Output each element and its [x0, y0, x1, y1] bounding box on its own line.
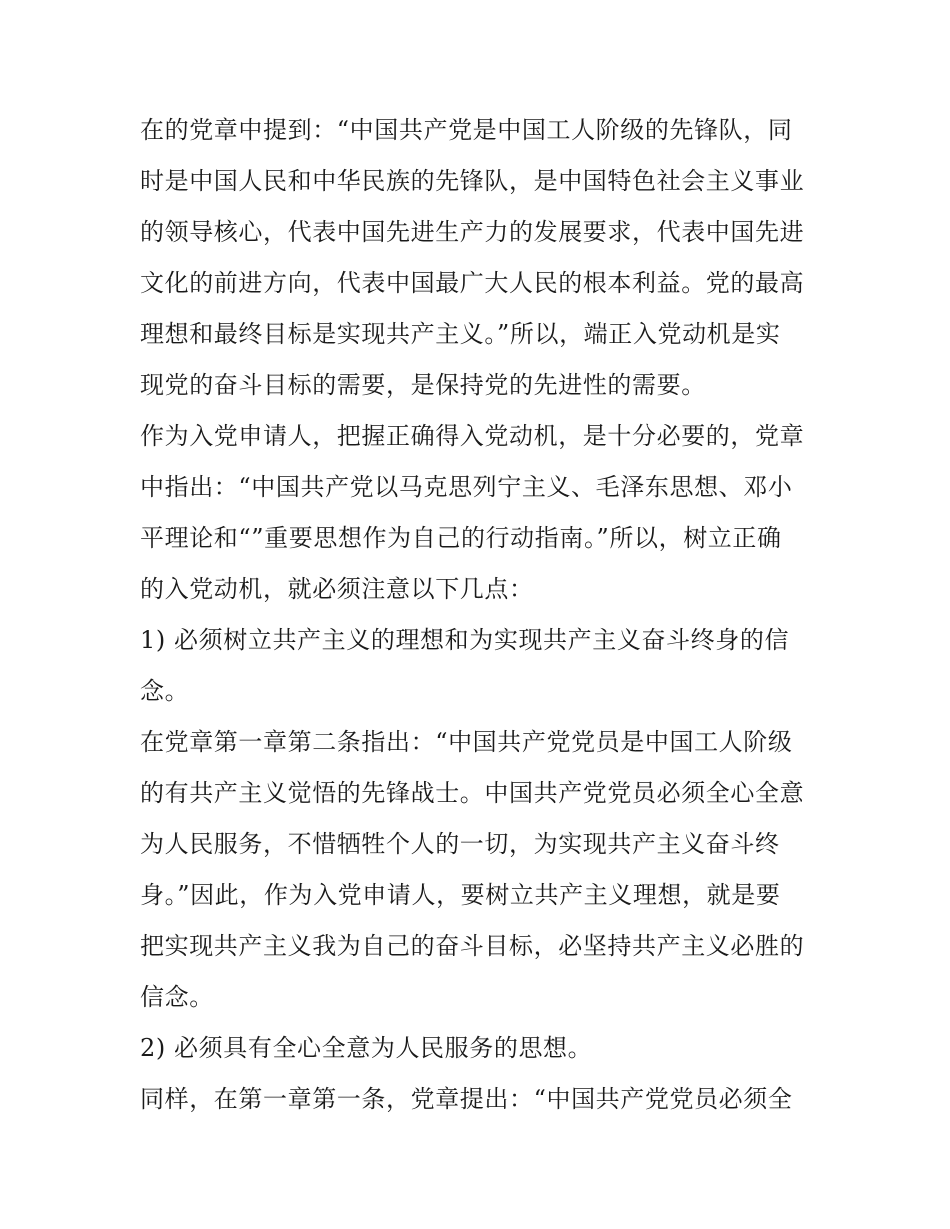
text-line: 的入党动机，就必须注意以下几点：: [140, 575, 534, 603]
text-line: 身。”因此，作为入党申请人，要树立共产主义理想，就是要: [140, 881, 781, 909]
text-line: 时是中国人民和中华民族的先锋队，是中国特色社会主义事业: [140, 167, 805, 195]
list-item-1-line: 念。: [140, 677, 190, 705]
list-item-2-line: 2) 必须具有全心全意为人民服务的思想。: [140, 1034, 593, 1062]
list-item-1-line: 1) 必须树立共产主义的理想和为实现共产主义奋斗终身的信: [140, 626, 790, 654]
text-line: 文化的前进方向，代表中国最广大人民的根本利益。党的最高: [140, 269, 805, 297]
text-line: 现党的奋斗目标的需要，是保持党的先进性的需要。: [140, 371, 706, 399]
text-line: 把实现共产主义我为自己的奋斗目标，必坚持共产主义必胜的: [140, 932, 805, 960]
text-line: 中指出：“中国共产党以马克思列宁主义、毛泽东思想、邓小: [140, 473, 793, 501]
text-line: 在党章第一章第二条指出：“中国共产党党员是中国工人阶级: [140, 728, 793, 756]
text-line: 的领导核心，代表中国先进生产力的发展要求，代表中国先进: [140, 218, 805, 246]
document-body: [140, 105, 820, 1125]
text-line: 的有共产主义觉悟的先锋战士。中国共产党党员必须全心全意: [140, 779, 805, 807]
text-line: 信念。: [140, 983, 214, 1011]
text-line: 理想和最终目标是实现共产主义。”所以，端正入党动机是实: [140, 320, 781, 348]
text-line: 在的党章中提到：“中国共产党是中国工人阶级的先锋队，同: [140, 116, 793, 144]
text-line: 同样，在第一章第一条，党章提出：“中国共产党党员必须全: [140, 1085, 793, 1113]
text-line: 平理论和“”重要思想作为自己的行动指南。”所以，树立正确: [140, 524, 782, 552]
text-line: 作为入党申请人，把握正确得入党动机，是十分必要的，党章: [140, 422, 805, 450]
text-line: 为人民服务，不惜牺牲个人的一切，为实现共产主义奋斗终: [140, 830, 780, 858]
